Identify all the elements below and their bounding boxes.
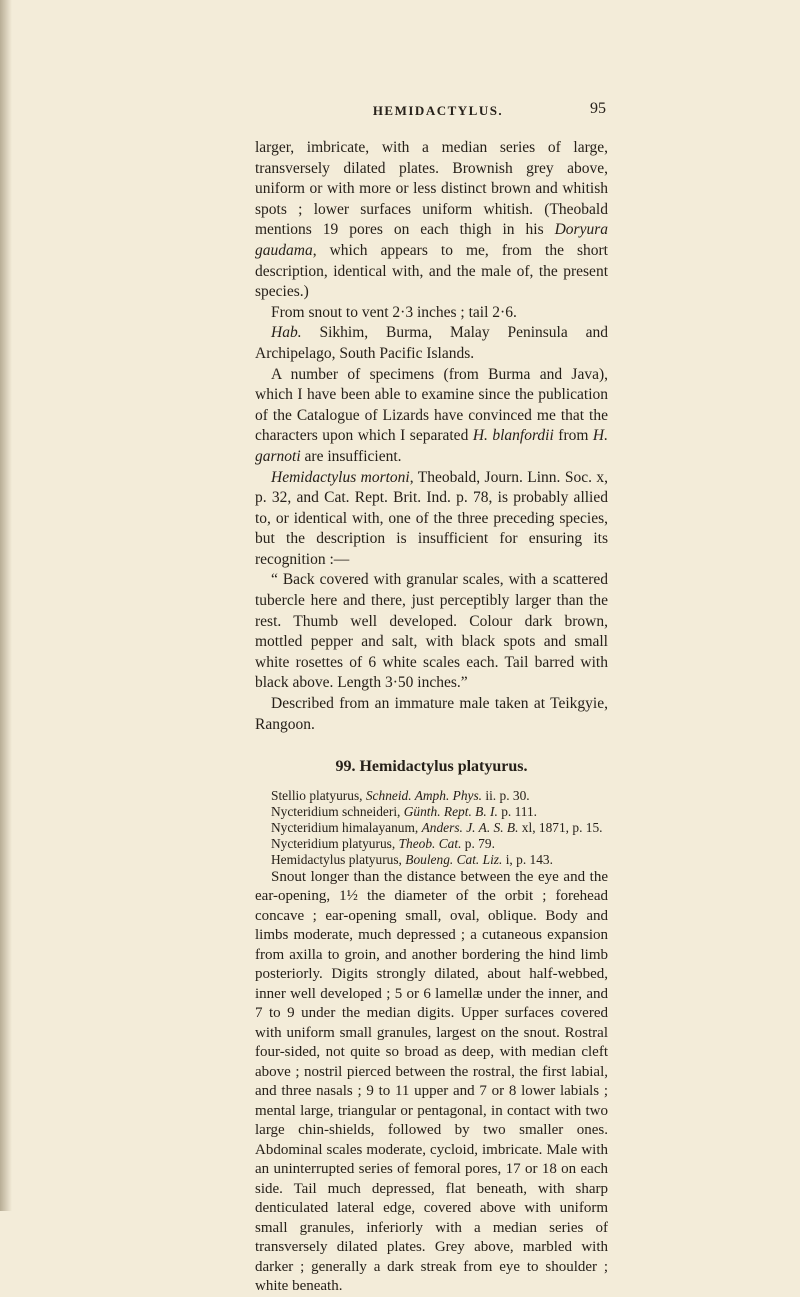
paragraph: Hab. Sikhim, Burma, Malay Peninsula and Archipelago, South Pacific Islands. <box>255 324 608 362</box>
paragraph: Described from an immature male taken at Teikgyie, Rangoon. <box>255 695 608 733</box>
synonym-entry: Stellio platyurus, Schneid. Amph. Phys. ii. p. 30. <box>271 787 530 803</box>
synonym-entry: Hemidactylus platyurus, Bouleng. Cat. Liz. i, p. 143. <box>271 851 553 867</box>
synonym-entry: Nycteridium platyurus, Theob. Cat. p. 79. <box>271 835 495 851</box>
quotation: “ Back covered with granular scales, with a scattered tubercle here and there, just perceptibly larger than the rest. Thumb well developed. Colour dark brown, mottled pepper and salt, with black spots and small white rosettes of 6 white scales each. Tail barred with black above. Length 3·50 inches.” <box>255 571 608 692</box>
paragraph: From snout to vent 2·3 inches ; tail 2·6. <box>271 303 517 321</box>
page-number: 95 <box>590 100 606 117</box>
synonym-entry: Nycteridium schneideri, Günth. Rept. B. I. p. 111. <box>271 803 538 819</box>
species-heading: 99. Hemidactylus platyurus. <box>335 758 528 776</box>
page-body <box>255 138 608 1297</box>
paragraph: Hemidactylus mortoni, Theobald, Journ. Linn. Soc. x, p. 32, and Cat. Rept. Brit. Ind. p. 78, is probably allied to, or identical with, one of the three preceding species, but the description is insufficient for ensuring its recognition :— <box>255 468 608 568</box>
paragraph: A number of specimens (from Burma and Java), which I have been able to examine since the publication of the Catalogue of Lizards have convinced me that the characters upon which I separated H. blanfordii from H. garnoti are insufficient. <box>255 365 608 465</box>
synonymy-list <box>255 788 608 868</box>
running-title: HEMIDACTYLUS. <box>372 103 504 118</box>
page-gutter-shadow <box>0 0 12 1211</box>
paragraph: larger, imbricate, with a median series of large, transversely dilated plates. Brownish grey above, uniform or with more or less distinct brown and whitish spots ; lower surfaces uniform whitish. (Theobald mentions 19 pores on each thigh in his Doryura gaudama, which appears to me, from the short description, identical with, and the male of, the present species.) <box>255 139 608 301</box>
synonym-entry: Nycteridium himalayanum, Anders. J. A. S. B. xl, 1871, p. 15. <box>271 819 603 835</box>
species-description: Snout longer than the distance between the eye and the ear-opening, 1½ the diameter of the orbit ; forehead concave ; ear-opening small, oval, oblique. Body and limbs moderate, much depressed ; a cutaneous expansion from axilla to groin, and another bordering the hind limb posteriorly. Digits strongly dilated, about half-webbed, inner well developed ; 5 or 6 lamellæ under the inner, and 7 to 9 under the median digits. Upper surfaces covered with uniform small granules, largest on the snout. Rostral four-sided, not quite so broad as deep, with median cleft above ; nostril pierced between the rostral, the first labial, and three nasals ; 9 to 11 upper and 7 or 8 lower labials ; mental large, triangular or pentagonal, in contact with two large chin-shields, followed by two smaller ones. Abdominal scales moderate, cycloid, imbricate. Male with an uninterrupted series of femoral pores, 17 or 18 on each side. Tail much depressed, flat beneath, with sharp denticulated lateral edge, covered above with uniform small granules, inferiorly with a median series of transversely dilated plates. Grey above, marbled with darker ; generally a dark streak from eye to shoulder ; white beneath. <box>255 868 608 1295</box>
